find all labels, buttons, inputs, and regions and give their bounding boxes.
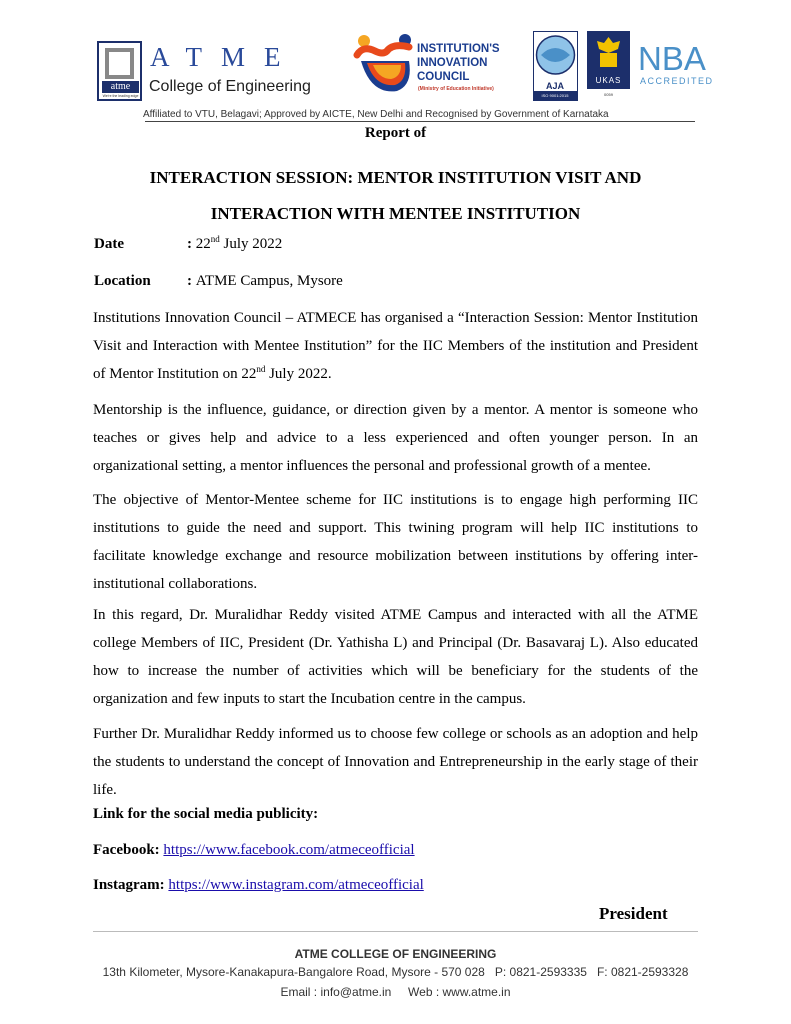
report-title-line: INTERACTION SESSION: MENTOR INSTITUTION VISIT AND <box>149 168 642 187</box>
atme-logo <box>97 41 142 101</box>
paragraph-intro-sup: nd <box>256 364 266 374</box>
ukas-badge-icon <box>587 31 630 99</box>
college-subtitle: College of Engineering <box>149 78 311 95</box>
footer-address: 13th Kilometer, Mysore-Kanakapura-Bangalore Road, Mysore - 570 028 <box>102 965 485 979</box>
paragraph-intro-text: Institutions Innovation Council – ATMECE has organised a “Interaction Session: Mentor Institution Visit and Interaction with Mentee Institution” for the IIC Members of the institution and President of Mentor Institution on 22 <box>93 310 698 382</box>
footer-web: Web : www.atme.in <box>408 985 511 999</box>
footer-divider <box>93 931 698 932</box>
report-title-line: INTERACTION WITH MENTEE INSTITUTION <box>210 204 581 223</box>
report-of-heading: Report of <box>364 125 427 141</box>
affiliation-line: Affiliated to VTU, Belagavi; Approved by AICTE, New Delhi and Recognised by Government of Karnataka <box>143 109 609 120</box>
footer-phone: P: 0821-2593335 <box>494 965 587 979</box>
atme-letters: ATME <box>150 42 300 72</box>
atme-logo-wordmark: atme <box>102 81 139 93</box>
facebook-line <box>93 842 415 859</box>
footer-email: Email : info@atme.in <box>280 985 392 999</box>
ukas-number: 0059 <box>604 92 613 97</box>
date-label: Date <box>94 236 124 252</box>
paragraph-further: Further Dr. Muralidhar Reddy informed us to choose few college or schools as an adoption and help the students to understand the concept of Innovation and Entrepreneurship in the early stage of their life. <box>93 726 698 798</box>
iso-label: ISO 9001:2015 <box>541 93 569 98</box>
facebook-label: Facebook: <box>93 842 160 858</box>
signature-president: President <box>599 904 668 923</box>
atme-logo-tagline: We're the leading edge <box>102 94 139 98</box>
aja-label: AJA <box>545 81 564 91</box>
iic-title <box>417 42 500 84</box>
paragraph-intro <box>93 304 698 388</box>
paragraph-objective: The objective of Mentor-Mentee scheme for IIC institutions is to engage high performing IIC institutions to guide the need and support. This twining program will help IIC institutions to facilitate knowledge exchange and resource mobilization between institutions by offering inter-institutional collaborations. <box>93 492 698 592</box>
location-value: : ATME Campus, Mysore <box>187 273 343 289</box>
instagram-line <box>93 877 424 894</box>
paragraph-visit: In this regard, Dr. Muralidhar Reddy visited ATME Campus and interacted with all the ATME college Members of IIC, President (Dr. Yathisha L) and Principal (Dr. Basavaraj L). Also educated how to increase the number of activities which will be beneficiary for the students of the organization and few inputs to start the Incubation centre in the campus. <box>93 607 698 707</box>
footer-contact-line <box>0 985 791 999</box>
date-value: : 22nd July 2022 <box>187 234 283 252</box>
footer-college-name: ATME COLLEGE OF ENGINEERING <box>294 947 497 961</box>
location-label: Location <box>94 273 151 289</box>
instagram-label: Instagram: <box>93 877 165 893</box>
atme-logo-frame <box>105 48 134 79</box>
instagram-link[interactable]: https://www.instagram.com/atmeceofficial <box>168 877 424 893</box>
date-suffix: nd <box>210 234 220 244</box>
iic-title-line: COUNCIL <box>417 71 470 83</box>
facebook-link[interactable]: https://www.facebook.com/atmeceofficial <box>163 842 415 858</box>
social-links-heading: Link for the social media publicity: <box>93 806 319 822</box>
nba-title: NBA <box>638 40 706 77</box>
iic-title-line: INSTITUTION'S <box>417 43 500 55</box>
report-title <box>110 160 681 232</box>
header-divider <box>145 121 695 122</box>
footer-fax: F: 0821-2593328 <box>596 965 689 979</box>
iic-title-line: INNOVATION <box>417 57 488 69</box>
date-rest: July 2022 <box>223 236 283 252</box>
iic-logo-icon <box>353 33 415 99</box>
ukas-label: UKAS <box>595 76 622 85</box>
location-text: ATME Campus, Mysore <box>195 273 343 289</box>
paragraph-mentorship: Mentorship is the influence, guidance, or direction given by a mentor. A mentor is someone who teaches or gives help and advice to a less experienced and often younger person. In an organizational setting, a mentor influences the personal and professional growth of a mentee. <box>93 402 698 474</box>
footer-address-line <box>0 965 791 979</box>
paragraph-intro-end: July 2022. <box>265 366 332 382</box>
date-day: 22 <box>195 236 211 252</box>
nba-subtitle: ACCREDITED <box>640 76 714 86</box>
iic-subtitle: (Ministry of Education Initiative) <box>418 86 494 92</box>
